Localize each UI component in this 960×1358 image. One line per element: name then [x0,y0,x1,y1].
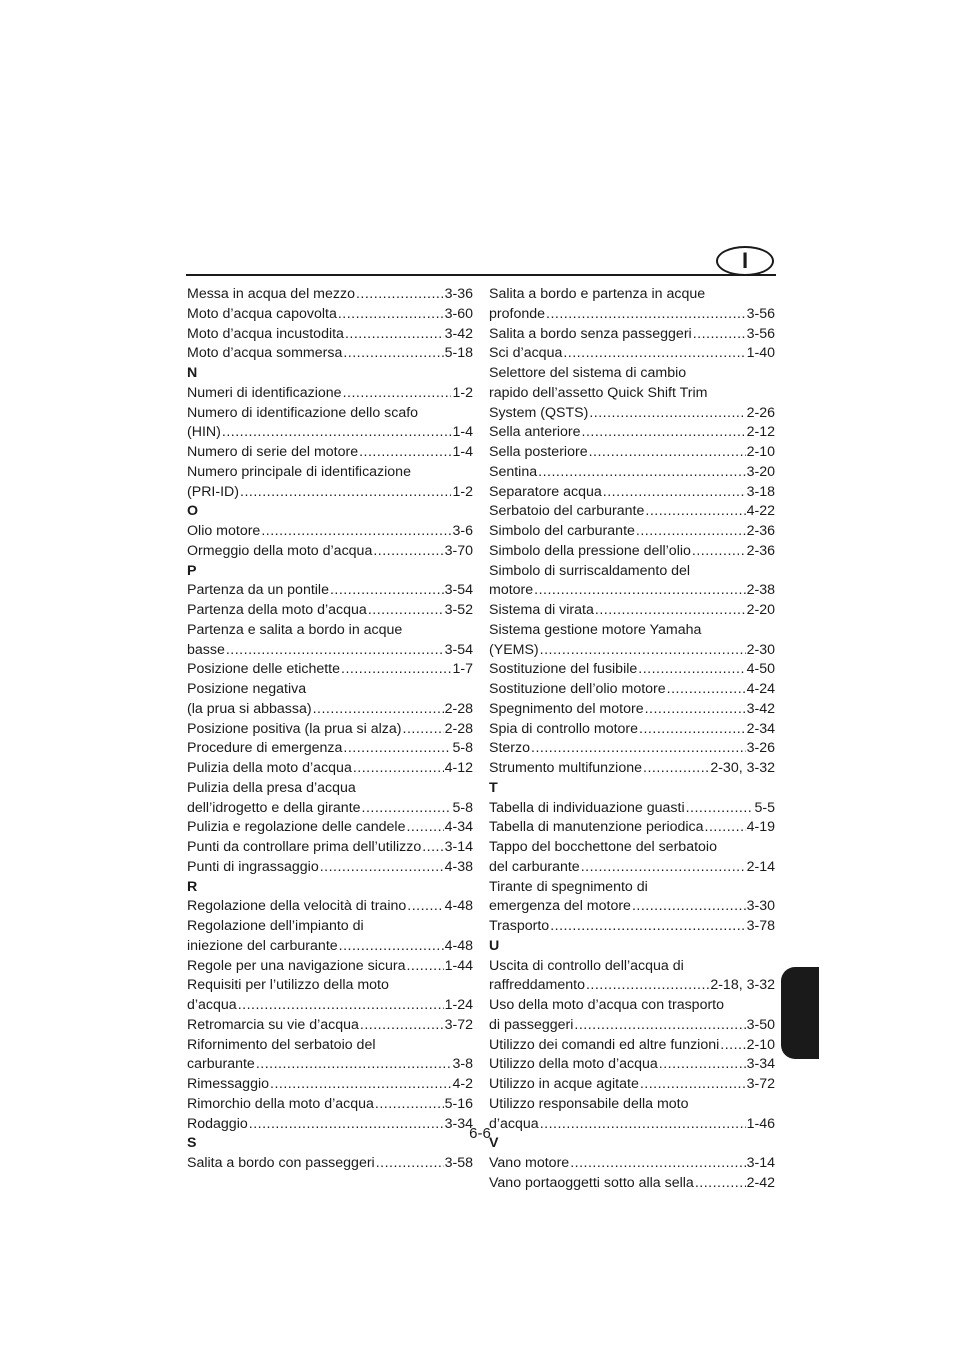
leader-dots [643,759,709,779]
leader-dots [373,542,443,562]
index-entry [489,1055,775,1075]
leader-dots [534,581,745,601]
leader-dots [403,720,444,740]
index-entry [489,601,775,621]
entry-page-ref: 2-30 [746,641,775,658]
entry-page-ref: 4-24 [746,681,775,697]
entry-page-ref: 4-12 [444,760,473,776]
index-entry [187,799,473,819]
leader-dots [338,305,444,325]
entry-label: raffreddamento [489,977,585,994]
entry-page-ref: 2-30, 3-32 [710,760,775,776]
leader-dots [375,1095,444,1115]
index-entry [489,976,775,996]
index-entry [187,423,473,443]
index-entry-line: Requisiti per l’utilizzo della moto [187,977,389,994]
entry-page-ref: 2-20 [746,602,775,618]
page-number: 6-6 [469,1125,491,1142]
entry-page-ref: 3-18 [746,483,775,500]
entry-label: Salita a bordo con passeggeri [187,1155,375,1171]
entry-page-ref: 4-2 [452,1076,473,1092]
entry-page-ref: 2-36 [746,523,775,539]
index-entry-line: Selettore del sistema di cambio [489,365,687,381]
entry-page-ref: 3-30 [746,898,775,915]
entry-label: Punti da controllare prima dell’utilizzo [187,839,422,855]
entry-label: (PRI-ID) [187,483,240,500]
index-entry [187,660,473,680]
entry-label: Retromarcia su vie d’acqua [187,1016,359,1033]
entry-label: d’acqua [489,1115,539,1132]
index-entry [489,581,775,601]
leader-dots [538,463,745,483]
index-entry [489,1075,775,1095]
leader-dots [638,660,745,680]
entry-page-ref: 3-78 [746,918,775,934]
leader-dots [270,1075,451,1095]
leader-dots [256,1055,452,1075]
index-entry-line: Regolazione dell’impianto di [187,918,364,934]
entry-label: Pulizia e regolazione delle candele [187,819,406,836]
index-column-left [187,285,473,1174]
language-letter: I [741,248,749,273]
index-entry [187,285,473,305]
entry-label: dell’idrogetto e della girante [187,799,361,816]
index-entry [489,739,775,759]
leader-dots [595,601,746,621]
entry-page-ref: 3-36 [444,286,473,302]
leader-dots [639,720,746,740]
index-entry [489,660,775,680]
leader-dots [362,799,452,819]
leader-dots [261,522,451,542]
index-entry [187,384,473,404]
index-entry [489,1154,775,1174]
index-entry [489,483,775,503]
index-entry-line: Pulizia della presa d’acqua [187,779,356,796]
entry-label: Utilizzo della moto d’acqua [489,1056,658,1073]
index-entry [489,522,775,542]
index-entry-line: Sistema gestione motore Yamaha [489,621,702,638]
leader-dots [360,1016,444,1036]
index-entry [187,305,473,325]
entry-page-ref: 3-34 [444,1115,473,1132]
entry-page-ref: 3-42 [746,700,775,717]
entry-label: di passeggeri [489,1016,574,1033]
entry-label: Vano portaoggetti sotto alla sella [489,1174,694,1191]
entry-page-ref: 2-34 [746,720,775,737]
entry-label: Separatore acqua [489,483,602,500]
index-entry [489,917,775,937]
index-entry [187,897,473,917]
entry-label: basse [187,641,225,658]
entry-label: Procedure di emergenza [187,740,343,757]
entry-page-ref: 4-34 [444,819,473,836]
index-entry [187,344,473,364]
entry-label: Rodaggio [187,1115,248,1132]
entry-label: Sella anteriore [489,424,581,441]
entry-label: Rimessaggio [187,1076,270,1092]
entry-page-ref: 3-50 [746,1016,775,1033]
index-entry-line: Tappo del bocchettone del serbatoio [489,839,717,855]
leader-dots [343,384,452,404]
entry-page-ref: 2-28 [444,700,473,717]
entry-page-ref: 3-20 [746,463,775,480]
entry-page-ref: 3-56 [746,305,775,322]
leader-dots [582,423,746,443]
entry-page-ref: 2-36 [746,542,775,559]
entry-page-ref: 3-52 [444,602,473,618]
entry-label: iniezione del carburante [187,937,338,954]
leader-dots [645,502,745,522]
leader-dots [589,404,745,424]
entry-label: System (QSTS) [489,404,589,421]
entry-label: Numero di serie del motore [187,444,359,460]
index-entry [489,404,775,424]
leader-dots [563,344,745,364]
entry-page-ref: 3-54 [444,582,473,599]
leader-dots [692,542,746,562]
index-entry [187,739,473,759]
entry-page-ref: 4-38 [444,858,473,875]
index-letter-heading: V [489,1135,499,1152]
leader-dots [550,917,745,937]
index-entry [187,581,473,601]
entry-page-ref: 1-7 [452,661,473,678]
entry-label: Simbolo della pressione dell’olio [489,542,691,559]
entry-page-ref: 1-4 [452,424,473,441]
entry-page-ref: 2-18, 3-32 [710,977,775,994]
entry-label: Strumento multifunzione [489,760,642,776]
index-letter-heading: R [187,878,198,895]
entry-page-ref: 2-42 [746,1174,775,1191]
index-entry [489,858,775,878]
index-entry-line: Simbolo di surriscaldamento del [489,562,691,579]
entry-page-ref: 4-50 [746,661,775,678]
entry-label: del carburante [489,858,580,875]
leader-dots [603,483,746,503]
entry-label: Utilizzo in acque agitate [489,1076,639,1092]
entry-page-ref: 1-4 [452,444,473,460]
entry-label: Sistema di virata [489,602,594,618]
index-entry [187,641,473,661]
leader-dots [226,641,444,661]
index-entry [187,996,473,1016]
index-entry-line: Numero principale di identificazione [187,463,411,480]
entry-page-ref: 5-18 [444,345,473,362]
leader-dots [353,759,444,779]
index-entry [489,700,775,720]
index-entry [489,1016,775,1036]
leader-dots [546,305,746,325]
entry-page-ref: 2-26 [746,404,775,421]
index-entry [489,443,775,463]
leader-dots [540,641,746,661]
leader-dots [693,325,746,345]
entry-page-ref: 2-14 [746,858,775,875]
entry-label: d’acqua [187,997,237,1013]
index-entry [187,858,473,878]
index-entry [489,542,775,562]
entry-page-ref: 4-19 [746,819,775,836]
index-entry [187,601,473,621]
entry-page-ref: 2-10 [746,1036,775,1053]
leader-dots [330,581,444,601]
index-entry [489,1036,775,1056]
entry-page-ref: 4-48 [444,898,473,915]
index-entry [489,305,775,325]
entry-page-ref: 3-58 [444,1155,473,1171]
index-entry-line: Utilizzo responsabile della moto [489,1095,689,1112]
entry-page-ref: 3-14 [746,1155,775,1171]
entry-label: Regole per una navigazione sicura [187,957,406,974]
index-entry [187,1095,473,1115]
entry-label: Sostituzione del fusibile [489,661,638,678]
entry-page-ref: 3-42 [444,325,473,342]
entry-page-ref: 2-10 [746,444,775,460]
index-entry-line: Uso della moto d’acqua con trasporto [489,997,725,1013]
entry-page-ref: 1-2 [452,384,473,401]
entry-page-ref: 3-72 [746,1076,775,1092]
section-tab [781,967,819,1059]
leader-dots [359,443,451,463]
entry-label: Tabella di manutenzione periodica [489,819,704,836]
entry-page-ref: 3-56 [746,325,775,342]
entry-label: Partenza della moto d’acqua [187,602,367,618]
index-letter-heading: U [489,937,500,954]
leader-dots [574,1016,745,1036]
index-entry [489,720,775,740]
entry-page-ref: 3-14 [444,839,473,855]
entry-page-ref: 5-8 [452,740,473,757]
entry-label: Spegnimento del motore [489,700,644,717]
leader-dots [339,937,444,957]
entry-label: Trasporto [489,918,550,934]
entry-label: (YEMS) [489,641,539,658]
index-entry [187,838,473,858]
leader-dots [695,1174,746,1194]
index-entry [489,463,775,483]
entry-page-ref: 3-72 [444,1016,473,1033]
entry-label: Olio motore [187,523,261,539]
entry-page-ref: 4-48 [444,937,473,954]
entry-label: carburante [187,1056,255,1073]
index-letter-heading: T [489,779,498,796]
entry-label: Rimorchio della moto d’acqua [187,1095,374,1112]
entry-page-ref: 2-38 [746,582,775,599]
entry-label: Partenza da un pontile [187,582,329,599]
entry-label: Sella posteriore [489,444,588,460]
entry-label: Posizione positiva (la prua si alza) [187,720,402,737]
entry-label: Vano motore [489,1155,570,1171]
header-rule [186,274,776,276]
entry-page-ref: 4-22 [746,503,775,520]
leader-dots [238,996,444,1016]
entry-label: Salita a bordo senza passeggeri [489,325,692,342]
index-letter-heading: O [187,503,199,520]
index-entry [187,1154,473,1174]
leader-dots [422,838,443,858]
index-entry [187,1016,473,1036]
entry-page-ref: 5-8 [452,799,473,816]
index-entry [489,641,775,661]
leader-dots [368,601,444,621]
entry-label: Pulizia della moto d’acqua [187,760,352,776]
index-entry [489,423,775,443]
leader-dots [343,739,451,759]
index-letter-heading: N [187,365,198,381]
index-entry [187,818,473,838]
entry-page-ref: 1-44 [444,957,473,974]
index-entry [489,1174,775,1194]
entry-label: Simbolo del carburante [489,523,635,539]
entry-page-ref: 3-34 [746,1056,775,1073]
entry-label: emergenza del motore [489,898,631,915]
leader-dots [645,700,746,720]
entry-label: Moto d’acqua sommersa [187,345,343,362]
entry-page-ref: 3-60 [444,305,473,322]
index-entry [187,522,473,542]
index-entry [187,542,473,562]
index-entry [187,937,473,957]
index-entry [187,700,473,720]
leader-dots [686,799,754,819]
index-entry-line: Rifornimento del serbatoio del [187,1036,376,1053]
index-entry-line: rapido dell’assetto Quick Shift Trim [489,384,708,401]
entry-page-ref: 1-40 [746,345,775,362]
leader-dots [589,443,746,463]
entry-page-ref: 2-28 [444,720,473,737]
index-entry [489,680,775,700]
leader-dots [586,976,709,996]
entry-label: Tabella di individuazione guasti [489,799,685,816]
leader-dots [406,957,443,977]
index-entry [187,1055,473,1075]
index-entry [187,957,473,977]
leader-dots [720,1036,745,1056]
leader-dots [581,858,746,878]
entry-label: Sterzo [489,740,531,757]
index-letter-heading: P [187,562,197,579]
index-entry [489,799,775,819]
leader-dots [667,680,746,700]
entry-label: Moto d’acqua incustodita [187,325,344,342]
entry-label: Sci d’acqua [489,345,563,362]
entry-label: Numeri di identificazione [187,384,342,401]
index-entry [489,759,775,779]
entry-page-ref: 3-26 [746,740,775,757]
leader-dots [356,285,444,305]
entry-label: Sostituzione dell’olio motore [489,681,666,697]
leader-dots [705,818,746,838]
index-entry-line: Partenza e salita a bordo in acque [187,621,403,638]
leader-dots [407,897,443,917]
leader-dots [531,739,746,759]
index-entry [489,897,775,917]
index-entry [489,818,775,838]
entry-page-ref: 3-70 [444,542,473,559]
entry-label: Regolazione della velocità di traino [187,898,407,915]
index-entry-line: Posizione negativa [187,681,307,697]
index-entry-line: Tirante di spegnimento di [489,878,648,895]
entry-page-ref: 1-24 [444,997,473,1013]
leader-dots [636,522,746,542]
leader-dots [341,660,451,680]
entry-label: Moto d’acqua capovolta [187,305,337,322]
index-entry-line: Salita a bordo e partenza in acque [489,286,706,302]
index-entry [489,325,775,345]
entry-label: (HIN) [187,424,221,441]
leader-dots [345,325,444,345]
entry-label: Messa in acqua del mezzo [187,286,355,302]
leader-dots [320,858,444,878]
language-badge [716,246,774,276]
entry-label: Posizione delle etichette [187,661,341,678]
entry-page-ref: 1-2 [452,483,473,500]
leader-dots [570,1154,745,1174]
entry-page-ref: 3-6 [452,523,473,539]
index-entry-line: Uscita di controllo dell’acqua di [489,957,684,974]
leader-dots [222,423,452,443]
index-entry [489,344,775,364]
entry-label: Spia di controllo motore [489,720,639,737]
entry-label: profonde [489,305,546,322]
index-column-right [489,285,775,1194]
leader-dots [313,700,444,720]
leader-dots [376,1154,444,1174]
entry-page-ref: 1-46 [746,1115,775,1132]
entry-label: Ormeggio della moto d’acqua [187,542,373,559]
entry-label: motore [489,582,534,599]
leader-dots [640,1075,746,1095]
leader-dots [406,818,443,838]
entry-label: Utilizzo dei comandi ed altre funzioni [489,1036,720,1053]
entry-label: (la prua si abbassa) [187,700,312,717]
leader-dots [659,1055,746,1075]
entry-page-ref: 2-12 [746,424,775,441]
index-entry [187,759,473,779]
entry-page-ref: 5-16 [444,1095,473,1112]
index-entry-line: Numero di identificazione dello scafo [187,404,419,421]
leader-dots [240,483,451,503]
leader-dots [343,344,443,364]
entry-page-ref: 3-8 [452,1056,473,1073]
entry-label: Serbatoio del carburante [489,503,645,520]
index-letter-heading: S [187,1135,197,1152]
index-entry [187,720,473,740]
leader-dots [632,897,746,917]
entry-label: Sentina [489,463,538,480]
index-entry [187,325,473,345]
index-entry [187,1075,473,1095]
index-entry [187,483,473,503]
entry-label: Punti di ingrassaggio [187,858,319,875]
entry-page-ref: 5-5 [754,799,775,816]
entry-page-ref: 3-54 [444,641,473,658]
index-entry [187,443,473,463]
index-entry [489,502,775,522]
